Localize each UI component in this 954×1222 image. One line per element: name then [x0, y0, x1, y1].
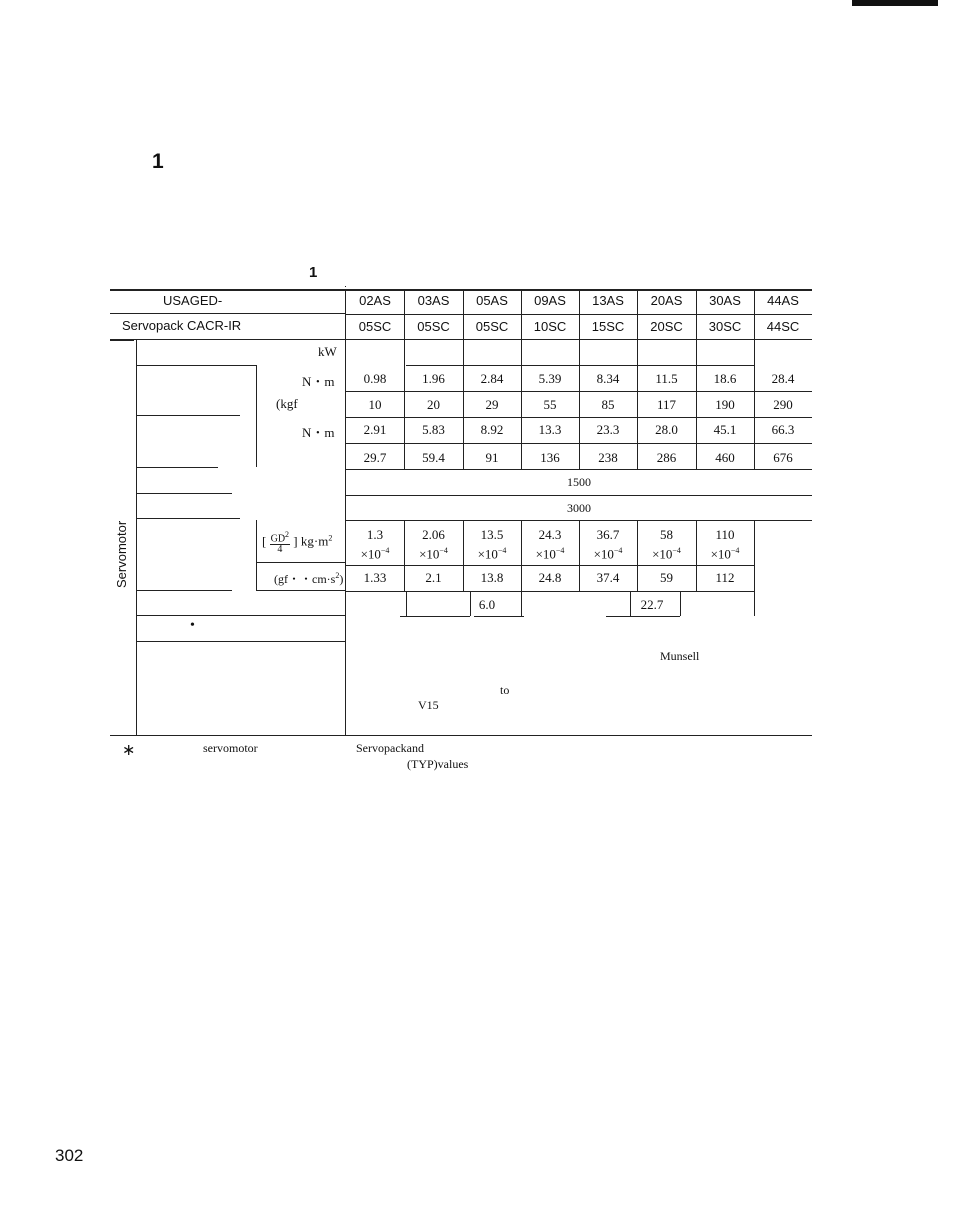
rated-torque-kgf-7: 190	[715, 397, 735, 412]
rated-torque-kgf-6: 117	[656, 397, 677, 412]
peak-torque-2: 5.83	[422, 422, 445, 437]
inertia-5: 36.7 $\times 10^{-4}$	[593, 527, 623, 562]
rated-torque-8: 28.4	[771, 371, 795, 386]
peak-torque-kgf-2: 59.4	[422, 450, 445, 465]
servopack-4: 10SC	[533, 319, 567, 334]
rated-torque-kgf-2: 20	[427, 397, 440, 412]
header-rule	[852, 0, 938, 6]
servopack-2: 05SC	[417, 319, 450, 334]
rated-torque-1: 0.98	[363, 371, 387, 386]
inertia-gf-6: 59	[660, 570, 673, 585]
rated-torque-7: 18.6	[713, 371, 737, 386]
footnote-star: ∗	[122, 742, 136, 759]
unit-nm-rated: N・m	[302, 374, 335, 389]
model-44AS: 44AS	[767, 293, 799, 308]
model-05AS: 05AS	[476, 293, 508, 308]
inertia-7: 110 $\times 10^{-4}$	[710, 527, 740, 562]
model-02AS: 02AS	[359, 293, 391, 308]
model-03AS: 03AS	[417, 293, 450, 308]
servopack-3: 05SC	[475, 319, 509, 334]
peak-torque-kgf-6: 286	[656, 450, 677, 465]
peak-torque-kgf-3: 91	[485, 450, 499, 465]
section-number: 1	[152, 150, 164, 173]
unit-gf: (gf・・$cm\cdot s^2$)	[274, 571, 344, 586]
rated-torque-kgf-3: 29	[485, 397, 499, 412]
footnote-servopack: Servopackand	[356, 741, 424, 755]
servomotor-side-label: Servomotor	[114, 520, 129, 588]
inertia-gf-3: 13.8	[480, 570, 504, 585]
rated-torque-5: 8.34	[596, 371, 620, 386]
mass-value-2: 22.7	[640, 597, 664, 612]
peak-torque-5: 23.3	[596, 422, 620, 437]
unit-nm-peak: N・m	[302, 425, 335, 440]
bullet-mark: •	[190, 618, 195, 633]
servopack-6: 20SC	[650, 319, 683, 334]
peak-torque-6: 28.0	[655, 422, 678, 437]
page-number: 302	[55, 1146, 84, 1165]
table-caption-number: 1	[309, 264, 318, 281]
unit-gd2: [ $\frac{GD^2}{4}$ ] $kg\cdot m^2$	[262, 530, 333, 556]
footnote-typ-values: (TYP)values	[407, 757, 469, 771]
rated-torque-4: 5.39	[538, 371, 562, 386]
inertia-3: 13.5 $\times 10^{-4}$	[477, 527, 507, 562]
peak-torque-kgf-8: 676	[773, 450, 793, 465]
inertia-6: 58 $\times 10^{-4}$	[652, 527, 681, 562]
peak-torque-8: 66.3	[771, 422, 795, 437]
servopack-header-label: Servopack CACR-IR	[122, 318, 242, 333]
rated-torque-6: 11.5	[655, 371, 678, 386]
unit-kw: kW	[318, 344, 337, 359]
unit-kgf: (kgf	[276, 396, 298, 411]
model-30AS: 30AS	[709, 293, 741, 308]
rated-torque-2: 1.96	[422, 371, 445, 386]
model-13AS: 13AS	[592, 293, 624, 308]
rated-torque-kgf-5: 85	[601, 397, 615, 412]
inertia-gf-2: 2.1	[425, 570, 442, 585]
rated-torque-kgf-1: 10	[368, 397, 382, 412]
mass-value-1: 6.0	[478, 597, 496, 612]
inertia-gf-5: 37.4	[596, 570, 620, 585]
max-speed: 3000	[567, 501, 591, 515]
footnote-servomotor: servomotor	[203, 741, 258, 755]
inertia-1: 1.3 $\times 10^{-4}$	[360, 527, 390, 562]
rated-torque-3: 2.84	[480, 371, 504, 386]
rated-torque-kgf-8: 290	[773, 397, 793, 412]
inertia-gf-1: 1.33	[363, 570, 387, 585]
model-20AS: 20AS	[650, 293, 683, 308]
peak-torque-4: 13.3	[538, 422, 562, 437]
table-top-rule	[110, 289, 812, 291]
peak-torque-7: 45.1	[713, 422, 737, 437]
rated-speed: 1500	[567, 475, 591, 489]
finish-to: to	[500, 683, 510, 697]
peak-torque-kgf-4: 136	[540, 450, 560, 465]
servopack-5: 15SC	[591, 319, 625, 334]
peak-torque-kgf-5: 238	[598, 450, 618, 465]
inertia-2: 2.06 $\times 10^{-4}$	[419, 527, 448, 562]
servopack-7: 30SC	[708, 319, 742, 334]
inertia-gf-7: 112	[715, 570, 735, 585]
model-header-label: USAGED-	[163, 293, 223, 308]
finish-munsell: Munsell	[660, 649, 700, 663]
servopack-8: 44SC	[766, 319, 800, 334]
peak-torque-1: 2.91	[363, 422, 387, 437]
peak-torque-kgf-7: 460	[715, 450, 735, 465]
peak-torque-3: 8.92	[480, 422, 504, 437]
inertia-gf-4: 24.8	[538, 570, 562, 585]
inertia-4: 24.3 $\times 10^{-4}$	[535, 527, 565, 562]
servopack-1: 05SC	[358, 319, 392, 334]
finish-code: V15	[418, 698, 439, 712]
model-09AS: 09AS	[534, 293, 566, 308]
rated-torque-kgf-4: 55	[543, 397, 557, 412]
peak-torque-kgf-1: 29.7	[363, 450, 387, 465]
